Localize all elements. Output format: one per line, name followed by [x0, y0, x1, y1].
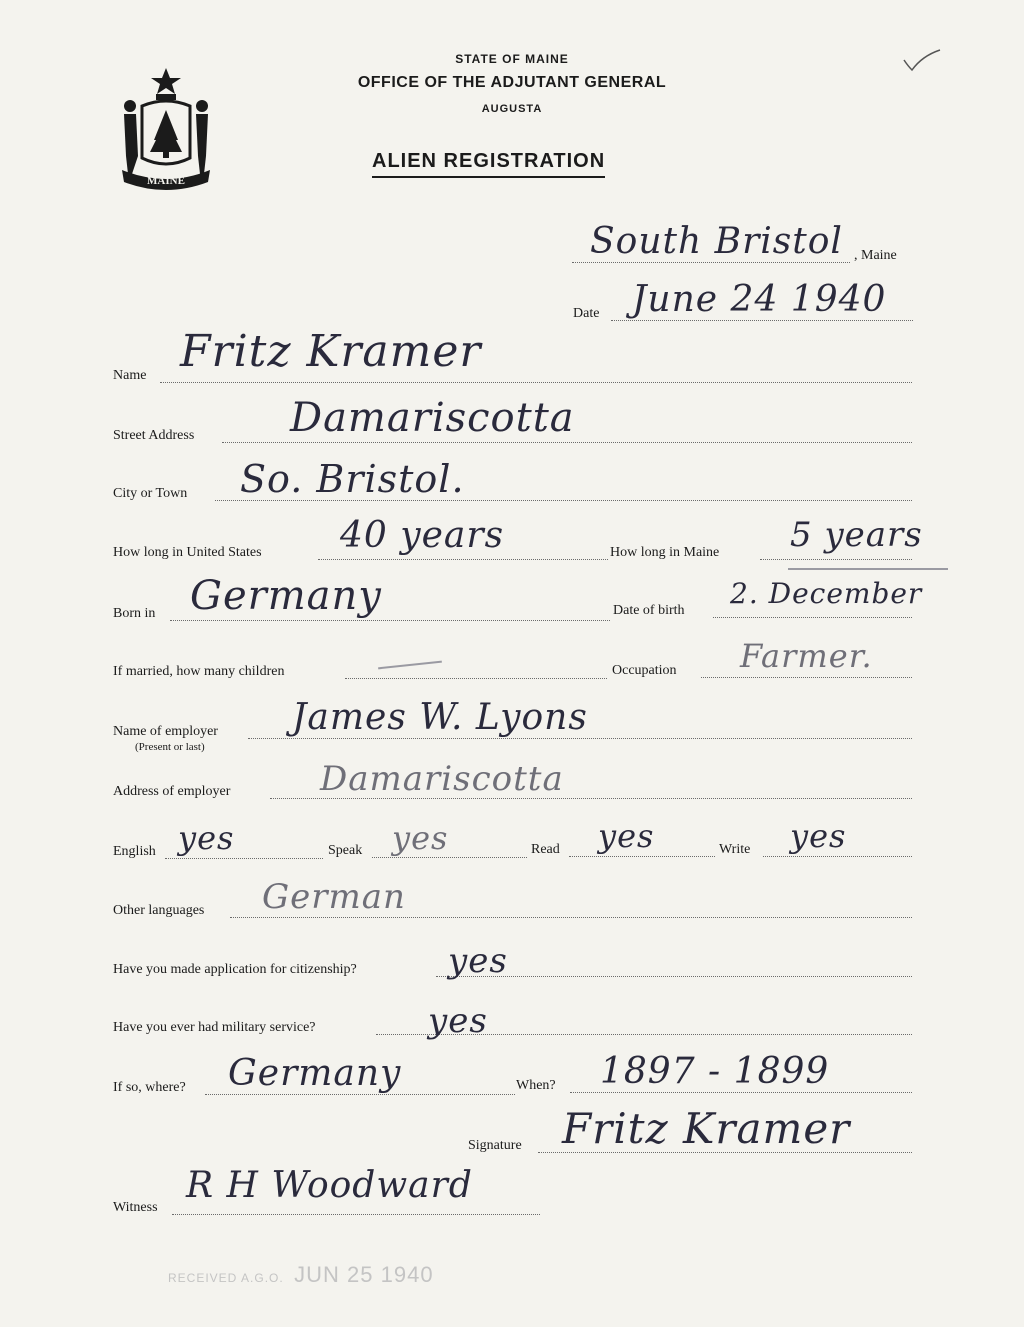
citizenship-value: yes: [448, 941, 508, 981]
speak-value: yes: [392, 819, 449, 857]
citizenship-label: Have you made application for citizenship?: [113, 962, 357, 977]
other-languages-value: German: [262, 877, 406, 917]
other-languages-line: [230, 917, 912, 918]
received-stamp: [168, 1262, 434, 1288]
english-value: yes: [178, 819, 235, 857]
signature-label: Signature: [468, 1138, 522, 1153]
name-label: Name: [113, 368, 147, 383]
city-value: So. Bristol.: [240, 457, 465, 501]
header-office: OFFICE OF THE ADJUTANT GENERAL: [357, 74, 667, 91]
when-label: When?: [516, 1078, 556, 1093]
english-label: English: [113, 844, 156, 859]
born-in-line: [170, 620, 610, 621]
how-long-maine-label: How long in Maine: [610, 545, 720, 560]
read-value: yes: [598, 817, 655, 855]
other-languages-label: Other languages: [113, 903, 205, 918]
occupation-line: [701, 677, 912, 678]
when-line: [570, 1092, 912, 1093]
signature-value: Fritz Kramer: [562, 1104, 851, 1153]
occupation-value: Farmer.: [740, 637, 873, 675]
date-of-birth-line: [713, 617, 912, 618]
name-value: Fritz Kramer: [180, 326, 482, 377]
how-long-us-line: [318, 559, 608, 560]
where-line: [205, 1094, 515, 1095]
how-long-maine-value: 5 years: [790, 515, 923, 555]
employer-line: [248, 738, 912, 739]
employer-label: Name of employer: [113, 724, 218, 739]
employer-address-value: Damariscotta: [320, 759, 564, 799]
stamp-prefix: RECEIVED A.G.O.: [168, 1271, 284, 1285]
when-value: 1897 - 1899: [600, 1051, 830, 1092]
children-label: If married, how many children: [113, 664, 285, 679]
date-label: Date: [573, 306, 600, 321]
street-address-line: [222, 442, 912, 443]
write-line: [763, 856, 912, 857]
military-label: Have you ever had military service?: [113, 1020, 316, 1035]
seal-banner-text: MAINE: [147, 175, 185, 187]
speak-line: [372, 857, 527, 858]
read-label: Read: [531, 842, 560, 857]
how-long-us-label: How long in United States: [113, 545, 262, 560]
stamp-date: JUN 25 1940: [294, 1262, 434, 1287]
witness-label: Witness: [113, 1200, 158, 1215]
employer-value: James W. Lyons: [292, 697, 588, 738]
header-state: STATE OF MAINE: [455, 52, 569, 66]
born-in-label: Born in: [113, 606, 156, 621]
witness-value: R H Woodward: [186, 1165, 473, 1206]
date-of-birth-value: 2. December: [730, 577, 923, 610]
street-address-value: Damariscotta: [290, 395, 575, 441]
where-value: Germany: [228, 1053, 402, 1094]
date-value: June 24 1940: [632, 279, 887, 320]
born-in-value: Germany: [190, 573, 382, 619]
employer-note: (Present or last): [135, 741, 205, 753]
children-dash: [378, 661, 442, 670]
maine-label: , Maine: [854, 248, 897, 263]
read-line: [569, 856, 715, 857]
pencil-underline: [788, 568, 948, 570]
date-line: [611, 320, 913, 321]
employer-address-label: Address of employer: [113, 784, 231, 799]
occupation-label: Occupation: [612, 663, 677, 678]
how-long-us-value: 40 years: [340, 515, 505, 556]
header-city: AUGUSTA: [481, 103, 543, 115]
english-line: [165, 858, 323, 859]
write-value: yes: [790, 817, 847, 855]
speak-label: Speak: [328, 843, 363, 858]
how-long-maine-line: [760, 559, 912, 560]
date-of-birth-label: Date of birth: [613, 603, 685, 618]
where-label: If so, where?: [113, 1080, 186, 1095]
name-line: [160, 382, 912, 383]
military-value: yes: [428, 1001, 488, 1041]
place-value: South Bristol: [590, 221, 843, 262]
place-line: [572, 262, 850, 263]
street-address-label: Street Address: [113, 428, 195, 443]
witness-line: [172, 1214, 540, 1215]
write-label: Write: [719, 842, 751, 857]
form-title: ALIEN REGISTRATION: [372, 150, 605, 178]
children-line: [345, 678, 607, 679]
city-label: City or Town: [113, 486, 188, 501]
